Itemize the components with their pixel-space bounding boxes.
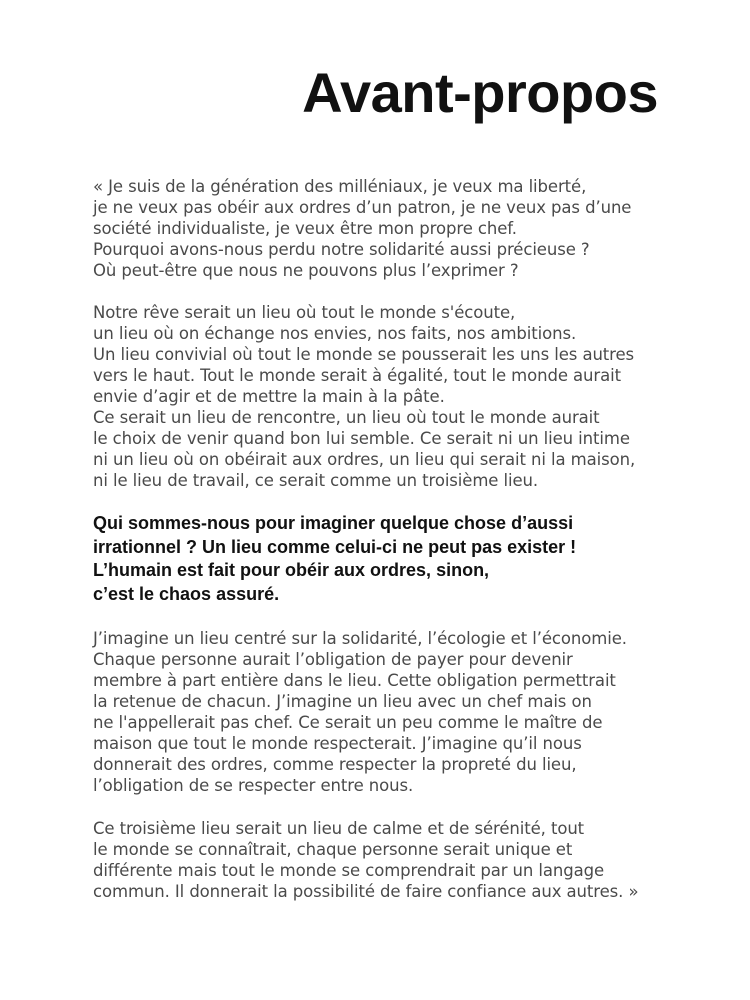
text-line: commun. Il donnerait la possibilité de faire confiance aux autres. » — [93, 882, 639, 901]
text-line: le choix de venir quand bon lui semble. Ce serait ni un lieu intime — [93, 429, 630, 448]
paragraph-imagine — [93, 628, 627, 796]
text-line: la retenue de chacun. J’imagine un lieu avec un chef mais on — [93, 692, 592, 711]
text-line: ne l'appellerait pas chef. Ce serait un peu comme le maître de — [93, 713, 603, 732]
text-line: irrationnel ? Un lieu comme celui-ci ne peut pas exister ! — [93, 536, 577, 557]
text-line: le monde se connaîtrait, chaque personne serait unique et — [93, 840, 573, 859]
page-title: Avant-propos — [302, 61, 658, 124]
text-line: société individualiste, je veux être mon propre chef. — [93, 219, 517, 238]
text-line: maison que tout le monde respecterait. J’imagine qu’il nous — [93, 734, 582, 753]
paragraph-quote-intro — [93, 176, 631, 281]
text-line: L’humain est fait pour obéir aux ordres, sinon, — [93, 560, 490, 580]
text-line: Notre rêve serait un lieu où tout le monde s'écoute, — [93, 303, 516, 322]
text-line: Qui sommes-nous pour imaginer quelque chose d’aussi — [93, 513, 574, 533]
text-line: Ce troisième lieu serait un lieu de calme et de sérénité, tout — [93, 819, 585, 838]
text-line: c’est le chaos assuré. — [93, 583, 280, 604]
paragraph-dream — [93, 302, 635, 491]
text-line: Où peut-être que nous ne pouvons plus l’exprimer ? — [93, 261, 519, 280]
text-line: l’obligation de se respecter entre nous. — [93, 776, 414, 795]
text-line: J’imagine un lieu centré sur la solidarité, l’écologie et l’économie. — [93, 629, 627, 648]
text-line: vers le haut. Tout le monde serait à égalité, tout le monde aurait — [93, 366, 621, 385]
text-line: donnerait des ordres, comme respecter la propreté du lieu, — [93, 755, 577, 774]
text-line: « Je suis de la génération des milléniaux, je veux ma liberté, — [93, 177, 587, 196]
text-line: ni le lieu de travail, ce serait comme un troisième lieu. — [93, 471, 539, 490]
paragraph-third-place — [93, 818, 638, 902]
text-line: Pourquoi avons-nous perdu notre solidarité aussi précieuse ? — [93, 240, 590, 259]
text-line: Chaque personne aurait l’obligation de payer pour devenir — [93, 650, 573, 669]
text-line: ni un lieu où on obéirait aux ordres, un lieu qui serait ni la maison, — [93, 450, 636, 469]
text-line: un lieu où on échange nos envies, nos faits, nos ambitions. — [93, 324, 577, 343]
text-line: Un lieu convivial où tout le monde se pousserait les uns les autres — [93, 345, 635, 364]
text-line: membre à part entière dans le lieu. Cette obligation permettrait — [93, 671, 616, 690]
text-line: envie d’agir et de mettre la main à la pâte. — [93, 387, 445, 406]
text-line: Ce serait un lieu de rencontre, un lieu où tout le monde aurait — [93, 408, 600, 427]
text-line: je ne veux pas obéir aux ordres d’un patron, je ne veux pas d’une — [93, 198, 632, 217]
text-line: différente mais tout le monde se comprendrait par un langage — [93, 861, 605, 880]
paragraph-emphasis — [93, 512, 576, 606]
